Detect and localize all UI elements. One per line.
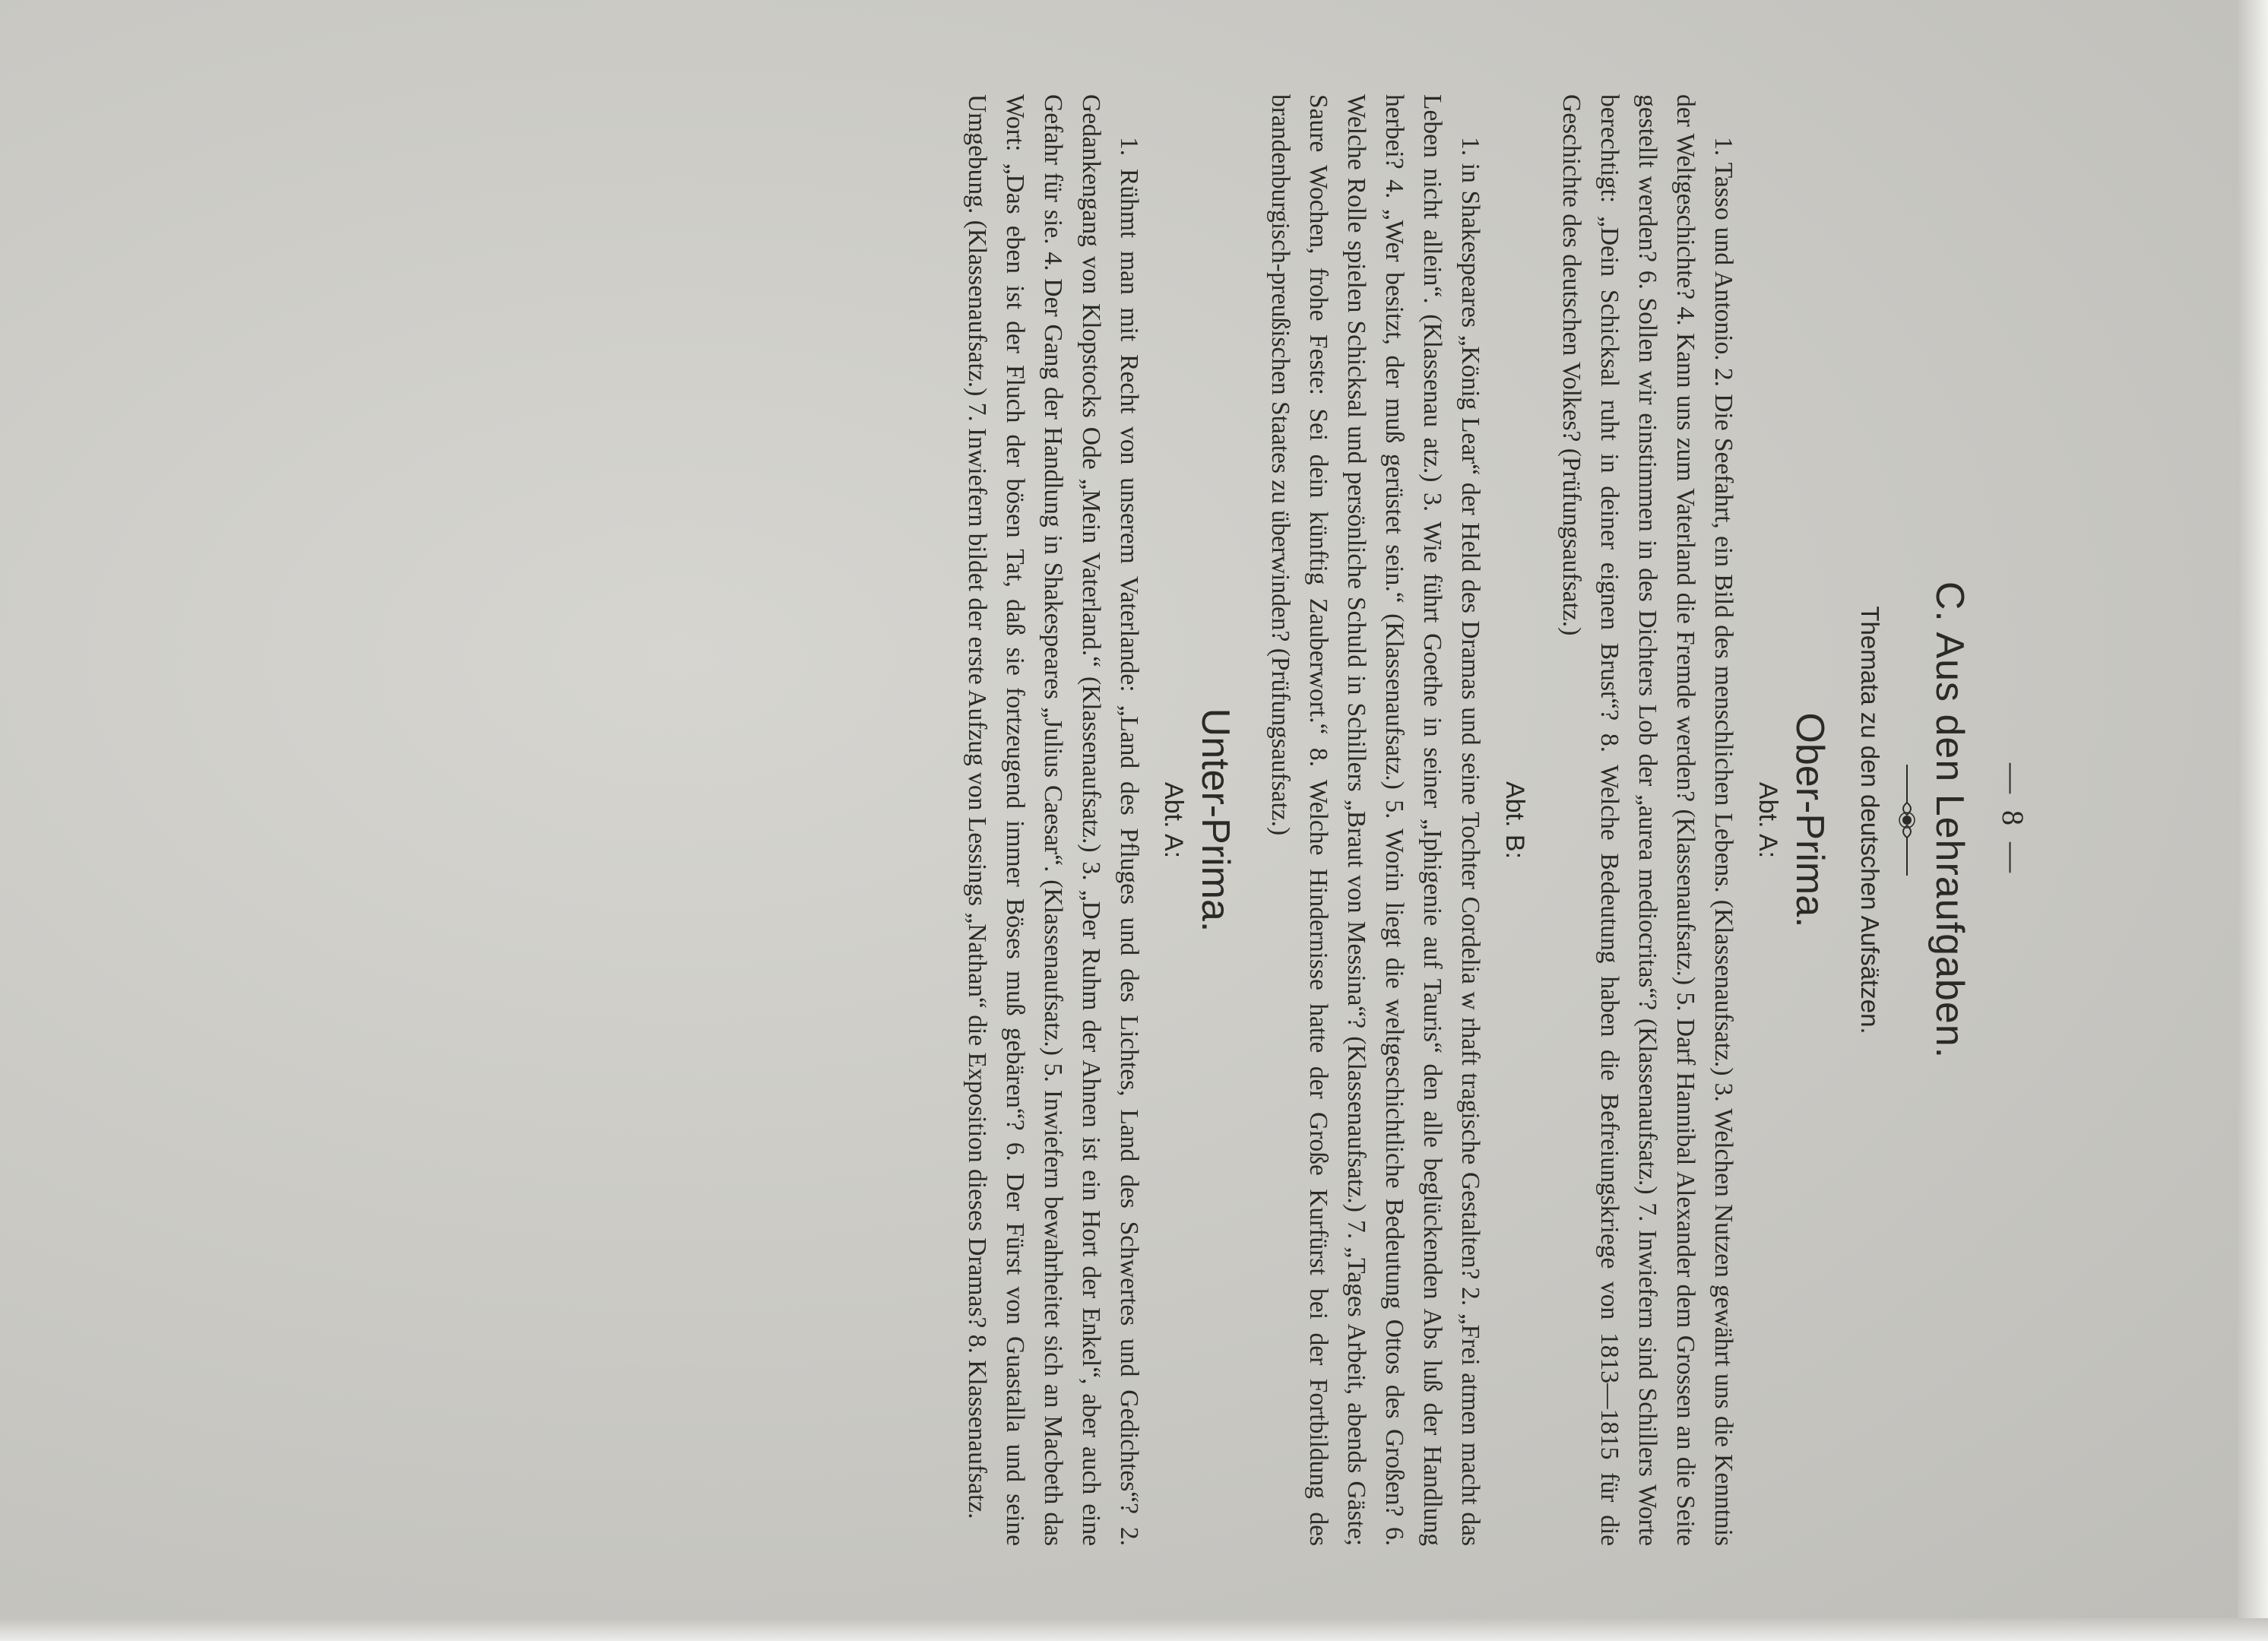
ornament-divider-icon bbox=[1898, 763, 1916, 877]
abt-label-ober-a: Abt. A: bbox=[1753, 781, 1782, 859]
page-number: — 8 — bbox=[1996, 763, 2030, 877]
paragraph-ober-prima-abt-a: 1. Tasso und Antonio. 2. Die Seefahrt, ein Bild des menschlichen Lebens. (Klassenaufsatz.) 3. Welchen Nutzen gewährt uns die Kenntnis der Weltgeschichte? 4. Kann uns zum Vaterland die Fremde werden? (Klassenaufsatz.) 5. Darf Hannibal Alexander dem Grossen an die Seite gestellt werden? 6. Sollen wir einstimmen in des Dichters Lob der „aurea mediocritas“? (Klassenaufsatz.) 7. Inwiefern sind Schillers Worte berechtigt: „Dein Schicksal ruht in deiner eignen Brust“? 8. Welche Bedeutung haben die Befreiungskriege von 1813—1815 für die Geschichte des deutschen Volkes? (Prüfungsaufsatz.) bbox=[1557, 94, 1737, 1546]
abt-label-ober-b: Abt. B: bbox=[1500, 781, 1529, 860]
paragraph-unter-prima-abt-a: 1. Rühmt man mit Recht von unserem Vaterlande: „Land des Pfluges und des Lichtes, Land des Schwertes und Gedichtes“? 2. Gedankengang von Klopstocks Ode „Mein Vaterland.“ (Klassenaufsatz.) 3. „Der Ruhm der Ahnen ist ein Hort der Enkel“, aber auch eine Gefahr für sie. 4. Der Gang der Handlung in Shakespeares „Julius Caesar“. (Klassenaufsatz.) 5. Inwiefern bewahrheitet sich an Macbeth das Wort: „Das eben ist der Fluch der bösen Tat, daß sie fortzeugend immer Böses muß gebären“? 6. Der Fürst von Guastalla und seine Umgebung. (Klassenaufsatz.) 7. Inwiefern bildet der erste Aufzug von Lessings „Nathan“ die Exposition dieses Dramas? 8. Klassenaufsatz. bbox=[963, 94, 1143, 1546]
section-title: C. Aus den Lehraufgaben. bbox=[1927, 581, 1972, 1060]
scan-edge-right bbox=[2238, 0, 2268, 1641]
scan-edge-bottom bbox=[0, 1618, 2268, 1641]
class-title-ober-prima: Ober-Prima. bbox=[1788, 712, 1832, 928]
paragraph-ober-prima-abt-b: 1. in Shakespeares „König Lear“ der Held des Dramas und seine Tochter Cordelia w rhaft tragische Gestalten? 2. „Frei atmen macht das Leben nicht allein“. (Klassenau atz.) 3. Wie führt Goethe in seiner „Iphigenie auf Tauris“ den alle beglückenden Abs luß der Handlung herbei? 4. „Wer besitzt, der muß gerüstet sein.“ (Klassenaufsatz.) 5. Worin liegt die weltgeschichtliche Bedeutung Ottos des Großen? 6. Welche Rolle spielen Schicksal und persönliche Schuld in Schillers „Braut von Messina“? (Klassenaufsatz.) 7. „Tages Arbeit, abends Gäste; Saure Wochen, frohe Feste: Sei dein künftig Zauberwort.“ 8. Welche Hindernisse hatte der Große Kurfürst bei der Fortbildung des brandenburgisch-preußischen Staates zu überwinden? (Prüfungsaufsatz.) bbox=[1266, 94, 1484, 1546]
rotated-document-page bbox=[161, 22, 2107, 1618]
class-title-unter-prima: Unter-Prima. bbox=[1193, 708, 1237, 933]
page-content bbox=[935, 94, 2061, 1546]
subtitle: Themata zu den deutschen Aufsätzen. bbox=[1856, 606, 1884, 1034]
abt-label-unter-a: Abt. A: bbox=[1159, 781, 1188, 859]
